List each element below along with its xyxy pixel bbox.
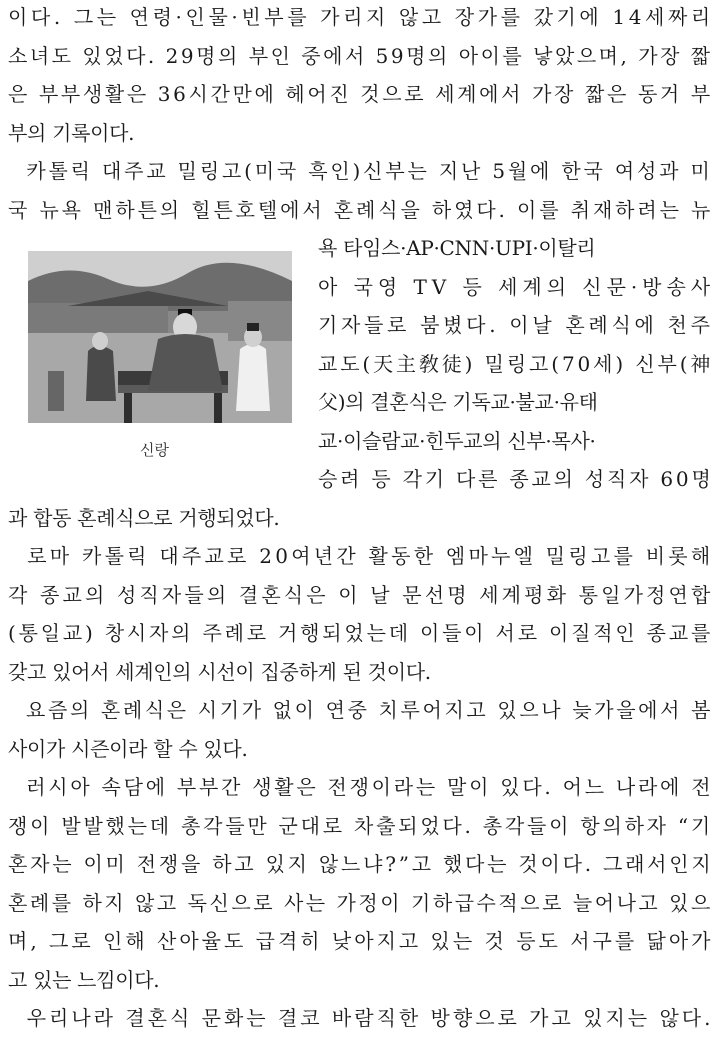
text-line: 각 종교의 성직자들의 결혼식은 이 날 문선명 세계평화 통일가정연합: [8, 582, 714, 607]
text-line: 며, 그로 인해 산아율도 급격히 낮아지고 있는 것 등도 서구를 닮아가: [8, 929, 714, 953]
text-line: 교·이슬람교·힌두교의 신부·목사·: [318, 428, 596, 453]
text-line: 로마 카톨릭 대주교로 20여년간 활동한 엠마누엘 밀링고를 비롯해: [8, 544, 714, 568]
text-line: 은 부부생활은 36시간만에 헤어진 것으로 세계에서 가장 짧은 동거 부: [8, 82, 713, 106]
text-line: 갖고 있어서 세계인의 시선이 집중하게 된 것이다.: [8, 659, 431, 684]
text-line: 요즘의 혼례식은 시기가 없이 연중 치루어지고 있으나 늦가을에서 봄: [8, 698, 714, 722]
text-line: 과 합동 혼례식으로 거행되었다.: [8, 505, 280, 530]
text-line: 혼자는 이미 전쟁을 하고 있지 않느냐?”고 했다는 것이다. 그래서인지: [8, 852, 714, 876]
text-line: 기자들로 붐볐다. 이날 혼례식에 천주: [318, 313, 714, 337]
text-line: 소녀도 있었다. 29명의 부인 중에서 59명의 아이를 낳았으며, 가장 짧: [8, 43, 713, 68]
text-line: 혼례를 하지 않고 독신으로 사는 가정이 기하급수적으로 늘어나고 있으: [8, 890, 713, 915]
text-line: (통일교) 창시자의 주례로 거행되었는데 이들이 서로 이질적인 종교를: [8, 621, 714, 645]
text-line: 욕 타임스·AP·CNN·UPI·이탈리: [318, 236, 596, 260]
text-line: 우리나라 결혼식 문화는 결코 바람직한 방향으로 가고 있지는 않다.: [8, 1006, 714, 1030]
text-line: 고 있는 느낌이다.: [8, 967, 160, 992]
text-line: 승려 등 각기 다른 종교의 성직자 60명: [318, 467, 714, 491]
text-line: 이다. 그는 연령·인물·빈부를 가리지 않고 장가를 갔기에 14세짜리: [8, 5, 714, 29]
text-line: 카톨릭 대주교 밀링고(미국 흑인)신부는 지난 5월에 한국 여성과 미: [8, 159, 713, 183]
figure-caption: 신랑: [140, 441, 169, 459]
text-line: 사이가 시즌이라 할 수 있다.: [8, 736, 248, 761]
text-line: 아 국영 TV 등 세계의 신문·방송사: [318, 274, 716, 299]
text-line: 쟁이 발발했는데 총각들만 군대로 차출되었다. 총각들이 항의하자 “기: [8, 813, 714, 838]
text-line: 교도(天主敎徒) 밀링고(70세) 신부(神: [318, 351, 714, 376]
text-line: 러시아 속담에 부부간 생활은 전쟁이라는 말이 있다. 어느 나라에 전: [8, 775, 714, 799]
groom-photo: [28, 251, 292, 423]
text-line: 국 뉴욕 맨하튼의 힐튼호텔에서 혼례식을 하였다. 이를 취재하려는 뉴: [8, 197, 714, 222]
text-line: 父)의 결혼식은 기독교·불교·유태: [318, 390, 598, 414]
text-line: 부의 기록이다.: [8, 120, 135, 145]
